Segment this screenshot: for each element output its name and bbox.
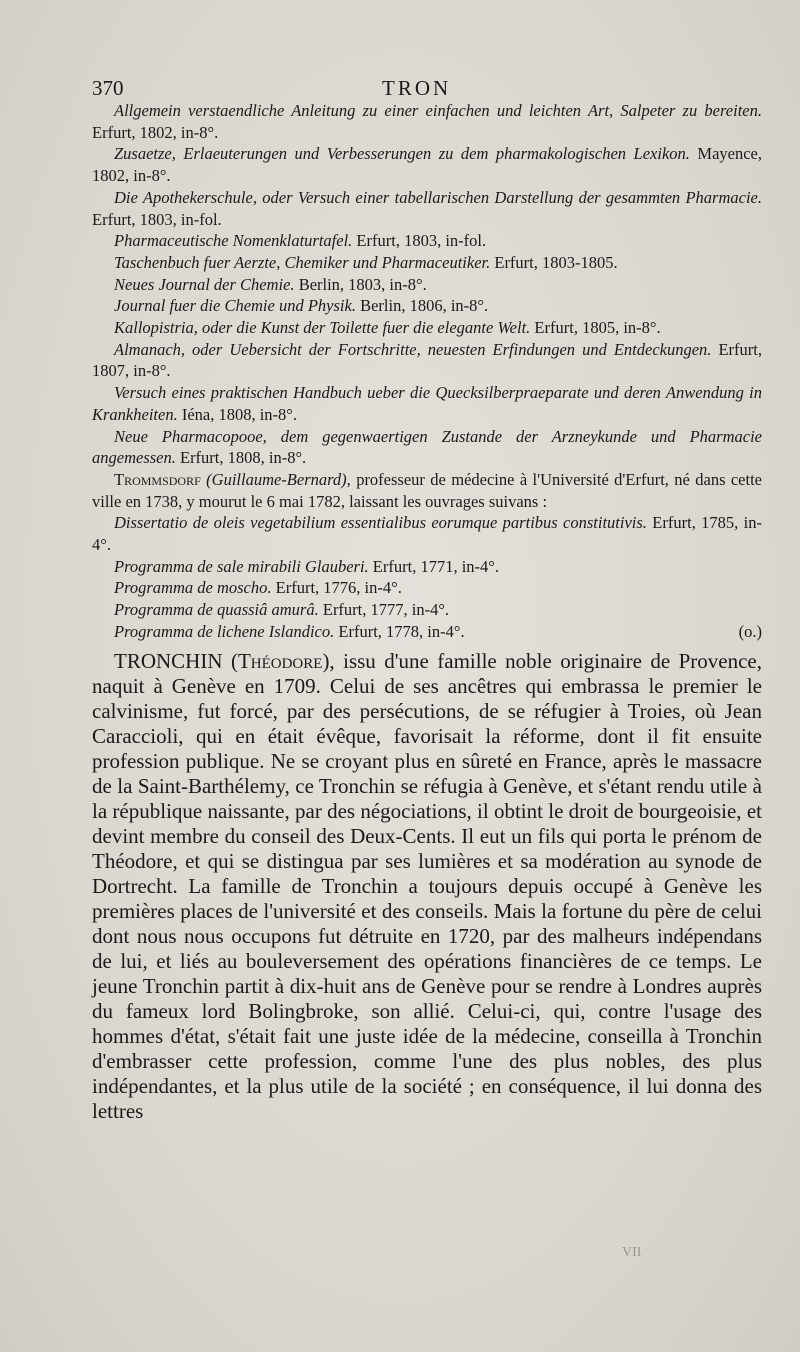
author-signature: (o.) <box>738 621 762 641</box>
bibliography-entry <box>92 230 762 252</box>
bibliography-entry <box>92 577 762 599</box>
work-title: Kallopistria, oder die Kunst der Toilette fuer die elegante Welt. <box>114 318 531 338</box>
bio-name: Trommsdorf <box>114 469 201 489</box>
bibliography-list <box>92 100 762 643</box>
bibliography-entry <box>92 143 762 186</box>
work-details: Iéna, 1808, in-8°. <box>177 404 298 424</box>
work-title: Almanach, oder Uebersicht der Fortschritte, neuesten Erfindungen und Entdeckungen. <box>114 339 712 359</box>
work-title: Neues Journal der Chemie. <box>114 274 295 294</box>
article-text: ), issu d'une famille noble originaire de Provence, naquit à Genève en 1709. Celui de ses ancêtres qui embrassa le premier le calvinisme, fut forcé, par des persécutions, de se réfugier à Troies, où Jean Caraccioli, qui en était évêque, favorisait la réforme, dont il fit ensuite profession publique. Ne se croyant plus en sûreté en France, après le massacre de la Saint-Barthélemy, ce Tronchin se réfugia à Genève, et s'étant rendu utile à la république naissante, par des négociations, il obtint le droit de bourgeoisie, et devint membre du conseil des Deux-Cents. Il eut un fils qui porta le prénom de Théodore, et qui se distingua par ses lumières et sa modération au synode de Dortrecht. La famille de Tronchin a toujours depuis occupé à Genève les premières places de l'université et des conseils. Mais la fortune du père de celui dont nous nous occupons fut détruite en 1720, par des malheurs indépendans de lui, et liés au bouleversement des opérations financières de ce temps. Le jeune Tronchin partit à dix-huit ans de Genève pour se rendre à Londres auprès du fameux lord Bolingbroke, son allié. Celui-ci, qui, contre l'usage des hommes d'état, s'était fait une juste idée de la médecine, conseilla à Tronchin d'embrasser cette profession, comme l'une des plus nobles, des plus indépendantes, et la plus utile de la société ; en conséquence, il lui donna des lettres <box>92 648 762 1123</box>
article-given-name: Théodore <box>237 648 323 673</box>
work-title: Programma de lichene Islandico. <box>114 621 335 641</box>
work-details: Berlin, 1803, in-8°. <box>294 274 427 294</box>
work-title: Zusaetze, Erlaeuterungen und Verbesserungen zu dem pharmakologischen Lexikon. <box>114 144 690 164</box>
bibliography-entry <box>92 100 762 143</box>
work-details: Mayence, 1802, in-8°. <box>92 144 763 186</box>
bibliography-entry <box>92 426 762 469</box>
work-title: Programma de quassiâ amurâ. <box>114 600 319 620</box>
running-head: TRON <box>382 76 452 100</box>
bio-paragraph <box>92 469 762 512</box>
work-title: Pharmaceutische Nomenklaturtafel. <box>114 231 353 251</box>
work-title: Allgemein verstaendliche Anleitung zu einer einfachen und leichten Art, Salpeter zu bereiten. <box>114 101 762 120</box>
work-details: Erfurt, 1802, in-8°. <box>92 122 219 142</box>
bibliography-entry <box>92 339 762 382</box>
marginal-mark: VII <box>622 1245 642 1260</box>
work-title: Programma de moscho. <box>114 578 272 598</box>
article-body <box>92 649 762 1124</box>
bio-given-name: (Guillaume-Bernard), <box>200 469 357 489</box>
bibliography-entry <box>92 599 762 621</box>
bibliography-entry <box>92 274 762 296</box>
article-headword: TRONCHIN <box>114 648 223 673</box>
work-details: Erfurt, 1785, in-4°. <box>92 513 762 555</box>
work-details: Erfurt, 1803-1805. <box>490 252 618 272</box>
bio-text: professeur de médecine à l'Université d'Erfurt, né dans cette ville en 1738, y mourut le 6 mai 1782, laissant les ouvrages suivans : <box>92 469 762 511</box>
work-details: Erfurt, 1776, in-4°. <box>271 578 402 598</box>
article-paragraph: TRONCHIN (Théodore), issu d'une famille noble originaire de Provence, naquit à Genève en 1709. Celui de ses ancêtres qui embrassa le premier le calvinisme, fut forcé, par des persécutions, de se réfugier à Troies, où Jean Caraccioli, qui en était évêque, favorisait la réforme, dont il fit ensuite profession publique. Ne se croyant plus en sûreté en France, après le massacre de la Saint-Barthélemy, ce Tronchin se réfugia à Genève, et s'étant rendu utile à la république naissante, par des négociations, il obtint le droit de bourgeoisie, et devint membre du conseil des Deux-Cents. Il eut un fils qui porta le prénom de Théodore, et qui se distingua par ses lumières et sa modération au synode de Dortrecht. La famille de Tronchin a toujours depuis occupé à Genève les premières places de l'université et des conseils. Mais la fortune du père de celui dont nous nous occupons fut détruite en 1720, par des malheurs indépendans de lui, et liés au bouleversement des opérations financières de ce temps. Le jeune Tronchin partit à dix-huit ans de Genève pour se rendre à Londres auprès du fameux lord Bolingbroke, son allié. Celui-ci, qui, contre l'usage des hommes d'état, s'était fait une juste idée de la médecine, conseilla à Tronchin d'embrasser cette profession, comme l'une des plus nobles, des plus indépendantes, et la plus utile de la société ; en conséquence, il lui donna des lettres <box>92 648 762 1123</box>
bibliography-entry <box>92 512 762 555</box>
work-details: Erfurt, 1778, in-4°. <box>334 621 465 641</box>
work-details: Erfurt, 1805, in-8°. <box>530 318 661 338</box>
work-title: Taschenbuch fuer Aerzte, Chemiker und Pharmaceutiker. <box>114 252 491 272</box>
bibliography-entry <box>92 556 762 578</box>
work-title: Dissertatio de oleis vegetabilium essentialibus eorumque partibus constitutivis. <box>114 513 647 533</box>
bibliography-entry <box>92 317 762 339</box>
work-details: Erfurt, 1808, in-8°. <box>175 448 307 468</box>
work-title: Versuch eines praktischen Handbuch ueber die Quecksilberpraeparate und deren Anwendung in Krankheiten. <box>92 383 762 424</box>
bibliography-entry-last <box>92 621 762 643</box>
work-title: Programma de sale mirabili Glauberi. <box>114 556 369 576</box>
bibliography-entry <box>92 252 762 274</box>
work-details: Erfurt, 1807, in-8°. <box>92 339 762 381</box>
work-details: Erfurt, 1777, in-4°. <box>318 600 450 620</box>
work-title: Neue Pharmacopooe, dem gegenwaertigen Zustande der Arzneykunde und Pharmacie angemessen. <box>92 426 762 468</box>
work-details: Erfurt, 1803, in-fol. <box>352 231 487 251</box>
bibliography-entry <box>92 295 762 317</box>
page-number: 370 <box>92 76 124 100</box>
bibliography-entry <box>92 382 762 425</box>
page-header <box>92 70 762 100</box>
work-title: Die Apothekerschule, oder Versuch einer tabellarischen Darstellung der gesammten Pharmacie. <box>114 187 762 207</box>
bibliography-entry <box>92 187 762 230</box>
work-details: Erfurt, 1771, in-4°. <box>368 556 499 576</box>
work-details: Erfurt, 1803, in-fol. <box>92 209 222 229</box>
work-title: Journal fuer die Chemie und Physik. <box>114 296 356 316</box>
work-details: Berlin, 1806, in-8°. <box>355 296 489 316</box>
